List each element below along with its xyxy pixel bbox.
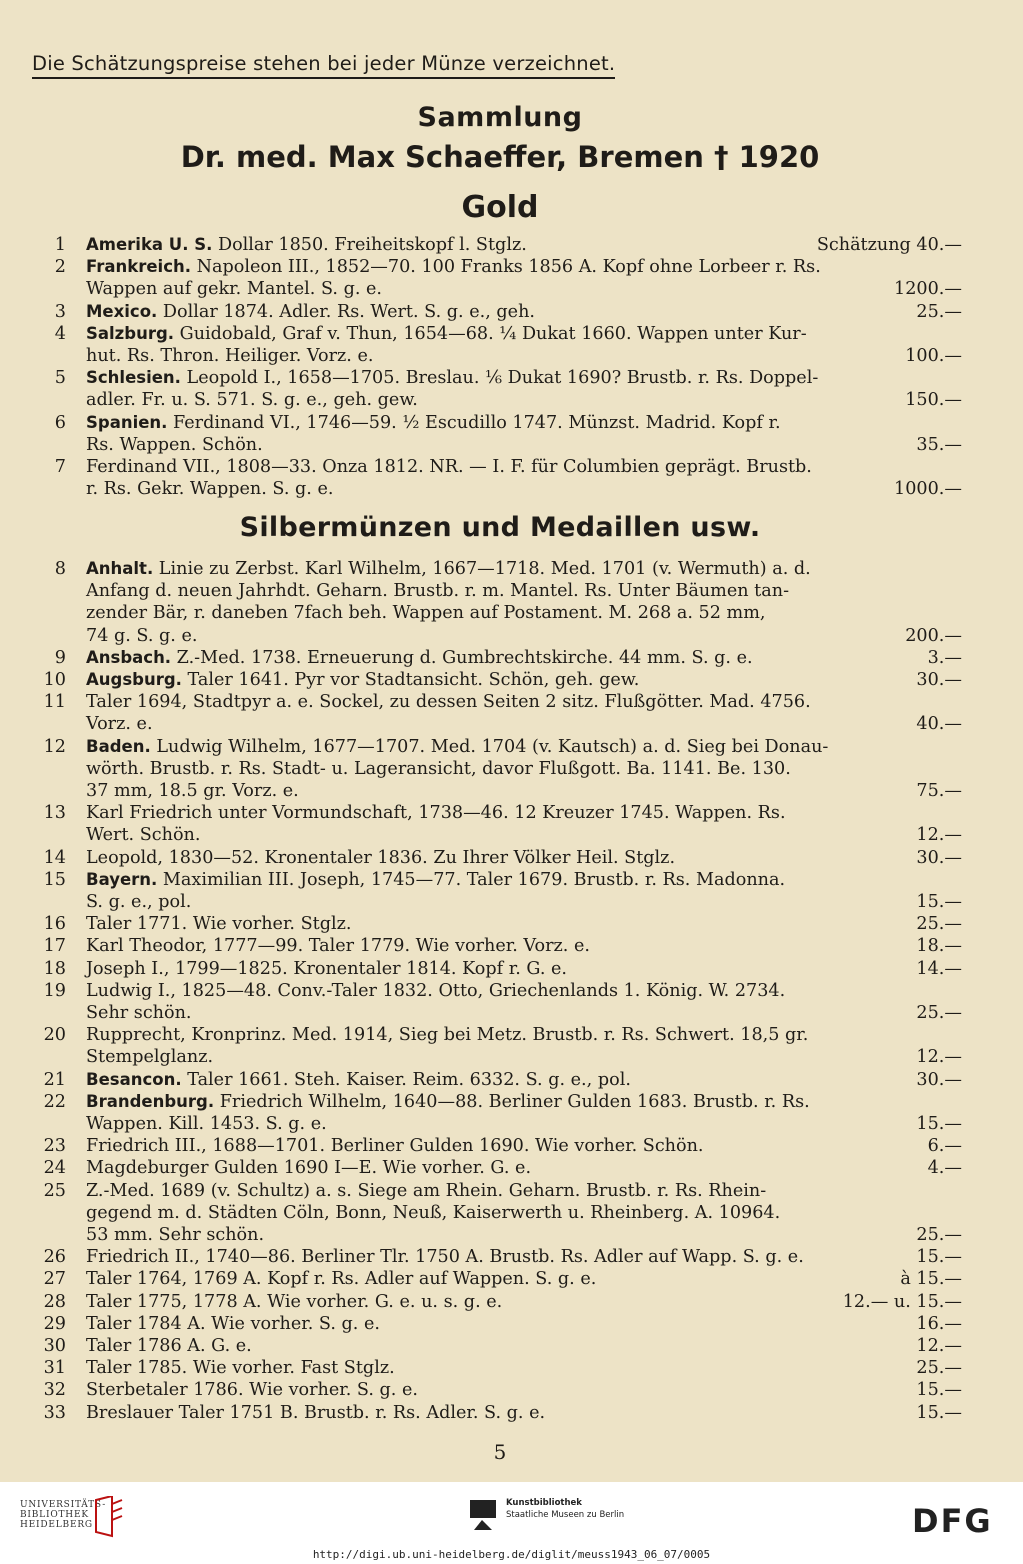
university-library-logo-text: UNIVERSITÄTS- BIBLIOTHEK HEIDELBERG — [20, 1500, 107, 1530]
lot-description: Friedrich III., 1688—1701. Berliner Gulden 1690. Wie vorher. Schön. — [86, 1136, 704, 1157]
lot-description: gegend m. d. Städten Cöln, Bonn, Neuß, Kaiserwerth u. Rheinberg. A. 10964. — [86, 1202, 781, 1223]
lot-entry — [0, 1291, 1023, 1313]
lot-number: 7 — [54, 457, 66, 477]
lot-place-name: Salzburg. — [86, 323, 175, 343]
lot-place-name: Bayern. — [86, 869, 158, 889]
lot-description: Dollar 1850. Freiheitskopf l. Stglz. — [212, 235, 527, 255]
lot-description: Taler 1786 A. G. e. — [86, 1336, 252, 1356]
lot-entry — [0, 647, 1023, 669]
lot-description: 74 g. S. g. e. — [86, 625, 198, 646]
lot-number: 27 — [43, 1269, 66, 1290]
lot-number: 24 — [43, 1158, 66, 1179]
lot-description: r. Rs. Gekr. Wappen. S. g. e. — [86, 479, 334, 500]
lot-place-name: Frankreich. — [86, 257, 191, 277]
lot-estimate: 18.— — [916, 936, 962, 957]
lot-number: 20 — [43, 1025, 66, 1046]
lot-description: S. g. e., pol. — [86, 891, 192, 912]
lot-line — [86, 256, 962, 278]
lot-estimate: 25.— — [916, 1358, 962, 1379]
lot-description: hut. Rs. Thron. Heiliger. Vorz. e. — [86, 345, 374, 366]
lot-number: 10 — [43, 670, 66, 690]
kunstbibliothek-subtitle: Staatliche Museen zu Berlin — [506, 1510, 625, 1520]
lot-estimate: 1200.— — [894, 279, 962, 300]
lot-number: 11 — [43, 692, 66, 713]
lot-line — [86, 367, 962, 389]
lot-number: 29 — [43, 1313, 66, 1334]
lot-line — [86, 980, 962, 1002]
lot-estimate: Schätzung 40.— — [816, 235, 962, 255]
lot-description: Vorz. e. — [86, 714, 153, 735]
lot-number: 2 — [54, 257, 66, 278]
lot-number: 25 — [43, 1180, 66, 1201]
lot-estimate: 12.— — [916, 1336, 962, 1356]
digitization-footer — [0, 1482, 1023, 1564]
lot-place-name: Baden. — [86, 736, 151, 756]
lot-estimate: 30.— — [916, 1069, 962, 1090]
lot-line — [86, 1202, 962, 1224]
lot-description: Friedrich II., 1740—86. Berliner Tlr. 1750 A. Brustb. Rs. Adler auf Wapp. S. g. e. — [86, 1247, 804, 1268]
lot-number: 16 — [43, 914, 66, 935]
lot-line — [86, 869, 962, 891]
lot-description: Ferdinand VI., 1746—59. ½ Escudillo 1747. Münzst. Madrid. Kopf r. — [167, 412, 781, 433]
lot-description: Rs. Wappen. Schön. — [86, 434, 263, 455]
lot-description: wörth. Brustb. r. Rs. Stadt- u. Lageransicht, davor Flußgott. Ba. 1141. Be. 130. — [86, 758, 791, 779]
lot-description: Magdeburger Gulden 1690 I—E. Wie vorher. G. e. — [86, 1158, 532, 1179]
lot-number: 18 — [43, 958, 66, 979]
lot-number: 4 — [54, 323, 66, 344]
lot-entry — [0, 847, 1023, 869]
lot-estimate: 16.— — [916, 1313, 962, 1334]
section-heading-silver: Silbermünzen und Medaillen usw. — [239, 512, 761, 543]
lot-description: Ludwig I., 1825—48. Conv.-Taler 1832. Otto, Griechenlands 1. König. W. 2734. — [86, 980, 786, 1001]
lot-line — [86, 802, 962, 824]
lot-line — [86, 602, 962, 624]
lot-description: Sehr schön. — [86, 1002, 192, 1023]
lot-estimate: 15.— — [916, 1247, 962, 1268]
lot-place-name: Ansbach. — [86, 647, 172, 667]
lot-entry — [0, 980, 1023, 1024]
lot-entry — [0, 802, 1023, 846]
lot-entry — [0, 234, 1023, 256]
lot-description: Taler 1661. Steh. Kaiser. Reim. 6332. S. g. e., pol. — [181, 1069, 631, 1090]
lot-estimate: 30.— — [916, 847, 962, 868]
lot-line — [86, 1091, 962, 1113]
lot-entry — [0, 1313, 1023, 1335]
lot-description: Ferdinand VII., 1808—33. Onza 1812. NR. — I. F. für Columbien geprägt. Brustb. — [86, 457, 812, 477]
lot-description: 53 mm. Sehr schön. — [86, 1224, 265, 1245]
lot-description: Guidobald, Graf v. Thun, 1654—68. ¼ Dukat 1660. Wappen unter Kur- — [174, 323, 807, 344]
lot-number: 13 — [43, 803, 66, 824]
lot-line — [86, 580, 962, 602]
lot-estimate: 4.— — [927, 1158, 962, 1179]
lot-estimate: 25.— — [916, 301, 962, 322]
lot-description: Karl Friedrich unter Vormundschaft, 1738—46. 12 Kreuzer 1745. Wappen. Rs. — [86, 803, 786, 824]
lot-description: Wappen. Kill. 1453. S. g. e. — [86, 1113, 327, 1134]
lot-description: Taler 1641. Pyr vor Stadtansicht. Schön, geh. gew. — [181, 670, 640, 690]
lot-line — [86, 558, 962, 580]
lot-description: Leopold I., 1658—1705. Breslau. ⅙ Dukat 1690? Brustb. r. Rs. Doppel- — [180, 368, 819, 389]
lot-entry — [0, 1069, 1023, 1091]
lot-description: Wert. Schön. — [86, 825, 201, 846]
lot-description: Rupprecht, Kronprinz. Med. 1914, Sieg bei Metz. Brustb. r. Rs. Schwert. 18,5 gr. — [86, 1025, 809, 1046]
lot-description: Z.-Med. 1689 (v. Schultz) a. s. Siege am Rhein. Geharn. Brustb. r. Rs. Rhein- — [86, 1180, 767, 1201]
lot-line — [86, 412, 962, 434]
lot-description: Sterbetaler 1786. Wie vorher. S. g. e. — [86, 1380, 418, 1401]
lot-number: 31 — [43, 1358, 66, 1379]
lot-estimate: 15.— — [916, 1113, 962, 1134]
lot-entry — [0, 412, 1023, 456]
lot-description: Taler 1784 A. Wie vorher. S. g. e. — [86, 1313, 380, 1334]
lot-entry — [0, 256, 1023, 300]
lot-number: 1 — [54, 235, 66, 255]
dfg-logo: DFG — [912, 1502, 993, 1540]
lot-line — [86, 691, 962, 713]
lot-number: 21 — [43, 1069, 66, 1090]
lot-description: Anfang d. neuen Jahrhdt. Geharn. Brustb. r. m. Mantel. Rs. Unter Bäumen tan- — [86, 581, 790, 602]
lot-description: Friedrich Wilhelm, 1640—88. Berliner Gulden 1683. Brustb. r. Rs. — [214, 1091, 810, 1112]
university-library-logo-icon — [92, 1496, 124, 1538]
lot-entry — [0, 367, 1023, 411]
lot-place-name: Schlesien. — [86, 368, 181, 388]
lot-estimate: 35.— — [916, 434, 962, 455]
source-url[interactable]: http://digi.ub.uni-heidelberg.de/diglit/meuss1943_06_07/0005 — [312, 1548, 711, 1561]
lot-number: 17 — [43, 936, 66, 957]
lot-number: 32 — [43, 1380, 66, 1401]
lot-entry — [0, 1357, 1023, 1379]
lot-place-name: Mexico. — [86, 301, 158, 321]
lot-description: Joseph I., 1799—1825. Kronentaler 1814. Kopf r. G. e. — [86, 958, 568, 979]
lot-estimate: 100.— — [905, 345, 962, 366]
lot-entry — [0, 736, 1023, 803]
lot-description: Taler 1785. Wie vorher. Fast Stglz. — [86, 1358, 395, 1379]
lot-entry — [0, 1335, 1023, 1357]
lot-estimate: à 15.— — [900, 1269, 962, 1290]
lot-line — [86, 456, 962, 478]
lot-estimate: 14.— — [916, 958, 962, 979]
lot-estimate: 1000.— — [894, 479, 962, 500]
lot-number: 6 — [54, 412, 66, 433]
section-heading-gold: Gold — [461, 190, 539, 225]
lot-estimate: 6.— — [927, 1136, 962, 1157]
lot-number: 28 — [43, 1291, 66, 1312]
lot-entry — [0, 935, 1023, 957]
lot-entry — [0, 301, 1023, 323]
lot-entry — [0, 869, 1023, 913]
estimate-notice: Die Schätzungspreise stehen bei jeder Münze verzeichnet. — [32, 52, 615, 79]
lot-estimate: 75.— — [916, 780, 962, 801]
lot-line — [86, 1024, 962, 1046]
lot-estimate: 3.— — [927, 647, 962, 668]
lot-entry — [0, 323, 1023, 367]
lot-number: 8 — [54, 559, 66, 579]
lot-description: Breslauer Taler 1751 B. Brustb. r. Rs. Adler. S. g. e. — [86, 1402, 546, 1423]
lot-line — [86, 736, 962, 758]
lot-number: 33 — [43, 1402, 66, 1423]
lot-entry — [0, 1091, 1023, 1135]
lot-description: zender Bär, r. daneben 7fach beh. Wappen auf Postament. M. 268 a. 52 mm, — [86, 603, 766, 624]
lot-description: Ludwig Wilhelm, 1677—1707. Med. 1704 (v. Kautsch) a. d. Sieg bei Donau- — [150, 736, 829, 757]
lot-entry — [0, 1402, 1023, 1424]
lot-description: Dollar 1874. Adler. Rs. Wert. S. g. e., geh. — [157, 301, 535, 322]
lot-entry — [0, 1135, 1023, 1157]
lot-description: adler. Fr. u. S. 571. S. g. e., geh. gew. — [86, 390, 418, 411]
lot-estimate: 40.— — [916, 714, 962, 735]
lot-description: Taler 1694, Stadtpyr a. e. Sockel, zu dessen Seiten 2 sitz. Flußgötter. Mad. 4756. — [86, 692, 811, 713]
lot-number: 30 — [43, 1336, 66, 1356]
lot-entry — [0, 1379, 1023, 1401]
lot-place-name: Augsburg. — [86, 670, 182, 689]
lot-description: Taler 1764, 1769 A. Kopf r. Rs. Adler auf Wappen. S. g. e. — [86, 1269, 597, 1290]
lot-number: 23 — [43, 1136, 66, 1157]
lot-entry — [0, 1246, 1023, 1268]
lot-entry — [0, 456, 1023, 500]
lot-entry — [0, 1268, 1023, 1290]
kunstbibliothek-icon — [470, 1500, 496, 1530]
lot-estimate: 25.— — [916, 1224, 962, 1245]
lot-estimate: 25.— — [916, 1002, 962, 1023]
lot-number: 5 — [54, 368, 66, 389]
lot-place-name: Brandenburg. — [86, 1091, 215, 1111]
lot-description: Leopold, 1830—52. Kronentaler 1836. Zu Ihrer Völker Heil. Stglz. — [86, 847, 676, 868]
lot-number: 26 — [43, 1247, 66, 1268]
lot-entry — [0, 691, 1023, 735]
lot-place-name: Besancon. — [86, 1069, 182, 1089]
page-number: 5 — [493, 1440, 507, 1464]
lot-entry — [0, 958, 1023, 980]
kunstbibliothek-name: Kunstbibliothek — [506, 1498, 582, 1508]
lot-estimate: 12.— — [916, 1047, 962, 1068]
lot-entry — [0, 1157, 1023, 1179]
lot-description: Taler 1771. Wie vorher. Stglz. — [86, 914, 352, 935]
lot-description: Taler 1775, 1778 A. Wie vorher. G. e. u. s. g. e. — [86, 1291, 503, 1312]
lot-description: Z.-Med. 1738. Erneuerung d. Gumbrechtskirche. 44 mm. S. g. e. — [171, 647, 753, 668]
lot-line — [86, 1180, 962, 1202]
lot-number: 19 — [43, 980, 66, 1001]
lot-line — [86, 323, 962, 345]
lot-line — [86, 758, 962, 780]
lot-number: 14 — [43, 847, 66, 868]
lot-description: Linie zu Zerbst. Karl Wilhelm, 1667—1718. Med. 1701 (v. Wermuth) a. d. — [153, 559, 811, 579]
lot-description: 37 mm, 18.5 gr. Vorz. e. — [86, 780, 299, 801]
lot-description: Maximilian III. Joseph, 1745—77. Taler 1679. Brustb. r. Rs. Madonna. — [157, 869, 786, 890]
lot-description: Wappen auf gekr. Mantel. S. g. e. — [86, 279, 383, 300]
lot-estimate: 30.— — [916, 670, 962, 690]
lot-estimate: 12.— u. 15.— — [842, 1291, 962, 1312]
collection-heading: Sammlung — [417, 102, 583, 133]
lot-description: Napoleon III., 1852—70. 100 Franks 1856 A. Kopf ohne Lorbeer r. Rs. — [191, 257, 821, 278]
lot-entry — [0, 1024, 1023, 1068]
lot-entry — [0, 558, 1023, 647]
lot-place-name: Amerika U. S. — [86, 235, 213, 254]
lot-description: Stempelglanz. — [86, 1047, 214, 1068]
lot-estimate: 12.— — [916, 825, 962, 846]
lot-number: 9 — [54, 647, 66, 668]
lot-entry — [0, 669, 1023, 691]
lot-estimate: 15.— — [916, 1402, 962, 1423]
lot-place-name: Anhalt. — [86, 559, 154, 578]
lot-description: Karl Theodor, 1777—99. Taler 1779. Wie vorher. Vorz. e. — [86, 936, 590, 957]
lot-estimate: 150.— — [905, 390, 962, 411]
lot-estimate: 15.— — [916, 891, 962, 912]
lot-number: 3 — [54, 301, 66, 322]
lot-estimate: 200.— — [905, 625, 962, 646]
collector-heading: Dr. med. Max Schaeffer, Bremen † 1920 — [180, 140, 820, 174]
lot-place-name: Spanien. — [86, 412, 168, 432]
lot-number: 22 — [43, 1091, 66, 1112]
lot-estimate: 25.— — [916, 914, 962, 935]
lot-estimate: 15.— — [916, 1380, 962, 1401]
lot-entry — [0, 913, 1023, 935]
lot-number: 12 — [43, 736, 66, 757]
lot-number: 15 — [43, 869, 66, 890]
lot-entry — [0, 1180, 1023, 1247]
